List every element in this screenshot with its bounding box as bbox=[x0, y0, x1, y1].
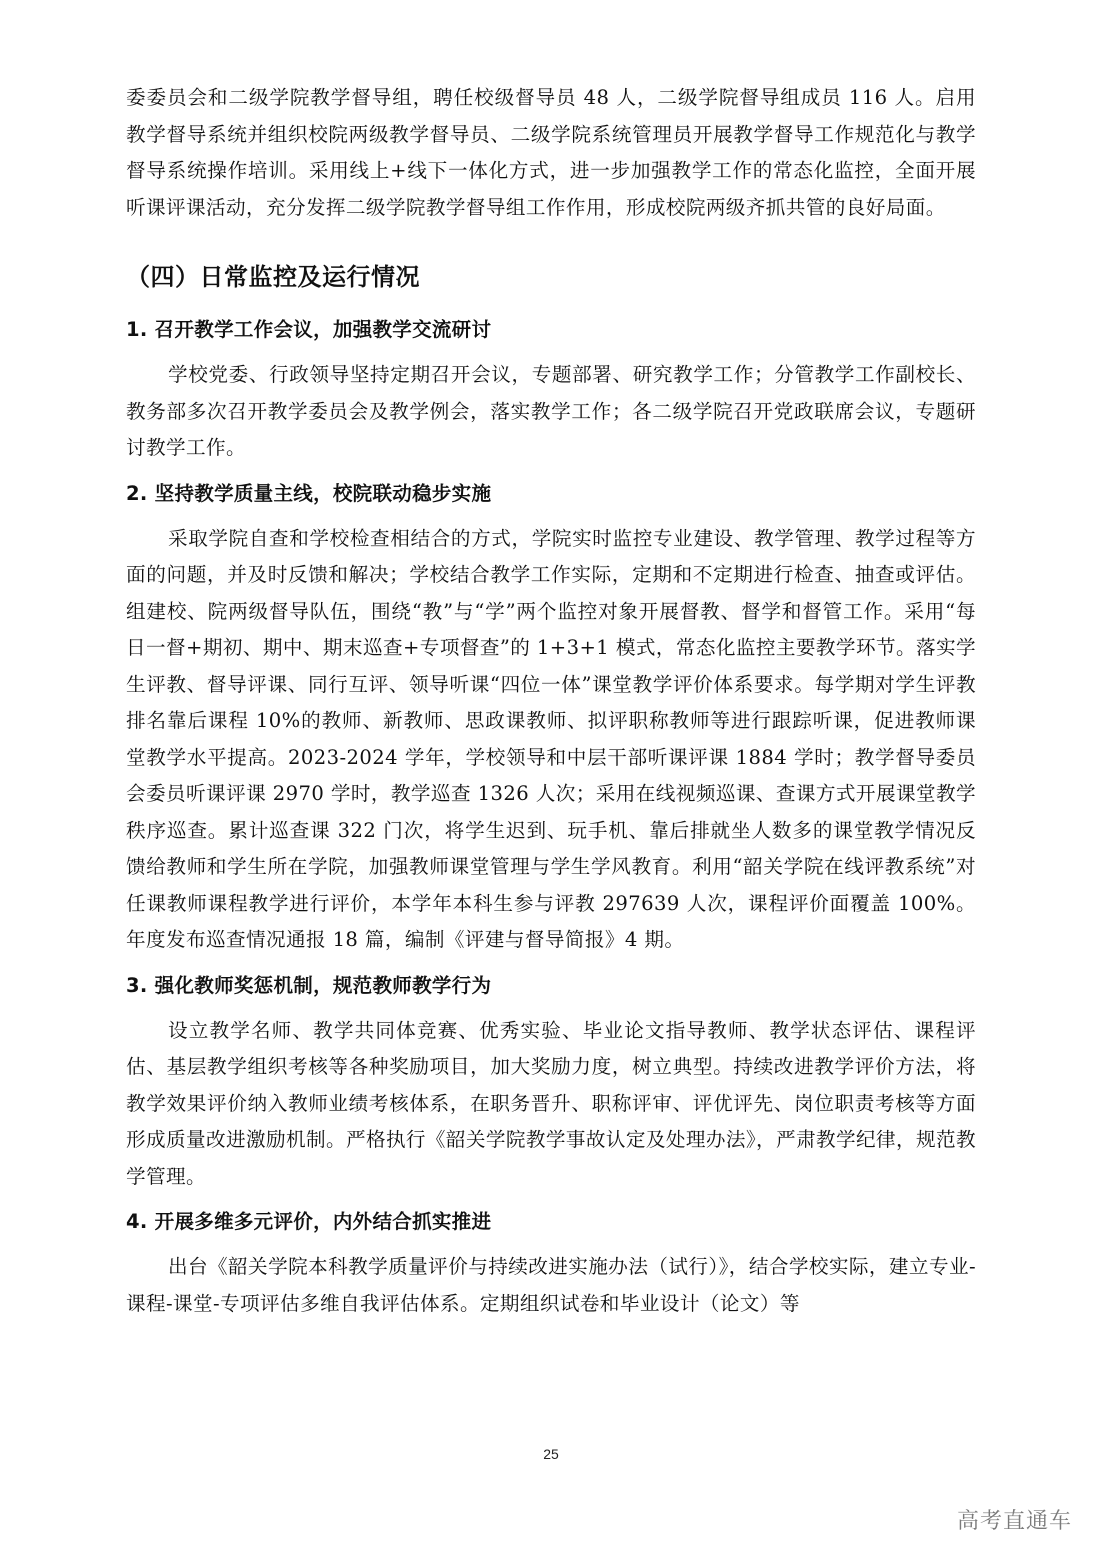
section-title: （四）日常监控及运行情况 bbox=[126, 263, 420, 291]
subsection-1-body: 学校党委、行政领导坚持定期召开会议，专题部署、研究教学工作；分管教学工作副校长、教务部多次召开教学委员会及教学例会，落实教学工作；各二级学院召开党政联席会议，专题研讨教学工作。 bbox=[126, 363, 976, 459]
subsection-3-body: 设立教学名师、教学共同体竞赛、优秀实验、毕业论文指导教师、教学状态评估、课程评估、基层教学组织考核等各种奖励项目，加大奖励力度，树立典型。持续改进教学评价方法，将教学效果评价纳入教师业绩考核体系，在职务晋升、职称评审、评优评先、岗位职责考核等方面形成质量改进激励机制。严格执行《韶关学院教学事故认定及处理办法》，严肃教学纪律，规范教学管理。 bbox=[126, 1018, 976, 1188]
page-number: 25 bbox=[543, 1446, 559, 1462]
watermark: 高考直通车 bbox=[956, 1509, 1072, 1534]
subsection-4-title: 4. 开展多维多元评价，内外结合抓实推进 bbox=[126, 1210, 492, 1233]
page-content bbox=[126, 80, 976, 1322]
subsection-2-body: 采取学院自查和学校检查相结合的方式，学院实时监控专业建设、教学管理、教学过程等方面的问题，并及时反馈和解决；学校结合教学工作实际，定期和不定期进行检查、抽查或评估。组建校、院两级督导队伍，围绕“教”与“学”两个监控对象开展督教、督学和督管工作。采用“每日一督+期初、期中、期末巡查+专项督查”的 1+3+1 模式，常态化监控主要教学环节。落实学生评教、督导评课、同行互评、领导听课“四位一体”课堂教学评价体系要求。每学期对学生评教排名靠后课程 10%的教师、新教师、思政课教师、拟评职称教师等进行跟踪听课，促进教师课堂教学水平提高。2023-2024 学年，学校领导和中层干部听课评课 1884 学时；教学督导委员会委员听课评课 2970 学时，教学巡查 1326 人次；采用在线视频巡课、查课方式开展课堂教学秩序巡查。累计巡查课 322 门次，将学生迟到、玩手机、靠后排就坐人数多的课堂教学情况反馈给教师和学生所在学院，加强教师课堂管理与学生学风教育。利用“韶关学院在线评教系统”对任课教师课程教学进行评价，本学年本科生参与评教 297639 人次，课程评价面覆盖 100%。年度发布巡查情况通报 18 篇，编制《评建与督导简报》4 期。 bbox=[126, 526, 976, 951]
intro-paragraph: 委委员会和二级学院教学督导组，聘任校级督导员 48 人，二级学院督导组成员 116 人。启用教学督导系统并组织校院两级教学督导员、二级学院系统管理员开展教学督导工作规范化与教学督导系统操作培训。采用线上+线下一体化方式，进一步加强教学工作的常态化监控，全面开展听课评课活动，充分发挥二级学院教学督导组工作作用，形成校院两级齐抓共管的良好局面。 bbox=[126, 86, 976, 219]
subsection-2-title: 2. 坚持教学质量主线，校院联动稳步实施 bbox=[126, 481, 492, 505]
subsection-3-title: 3. 强化教师奖惩机制，规范教师教学行为 bbox=[126, 973, 492, 997]
subsection-4-body: 出台《韶关学院本科教学质量评价与持续改进实施办法（试行）》，结合学校实际，建立专业-课程-课堂-专项评估多维自我评估体系。定期组织试卷和毕业设计（论文）等 bbox=[126, 1255, 976, 1315]
subsection-1-title: 1. 召开教学工作会议，加强教学交流研讨 bbox=[126, 318, 492, 341]
